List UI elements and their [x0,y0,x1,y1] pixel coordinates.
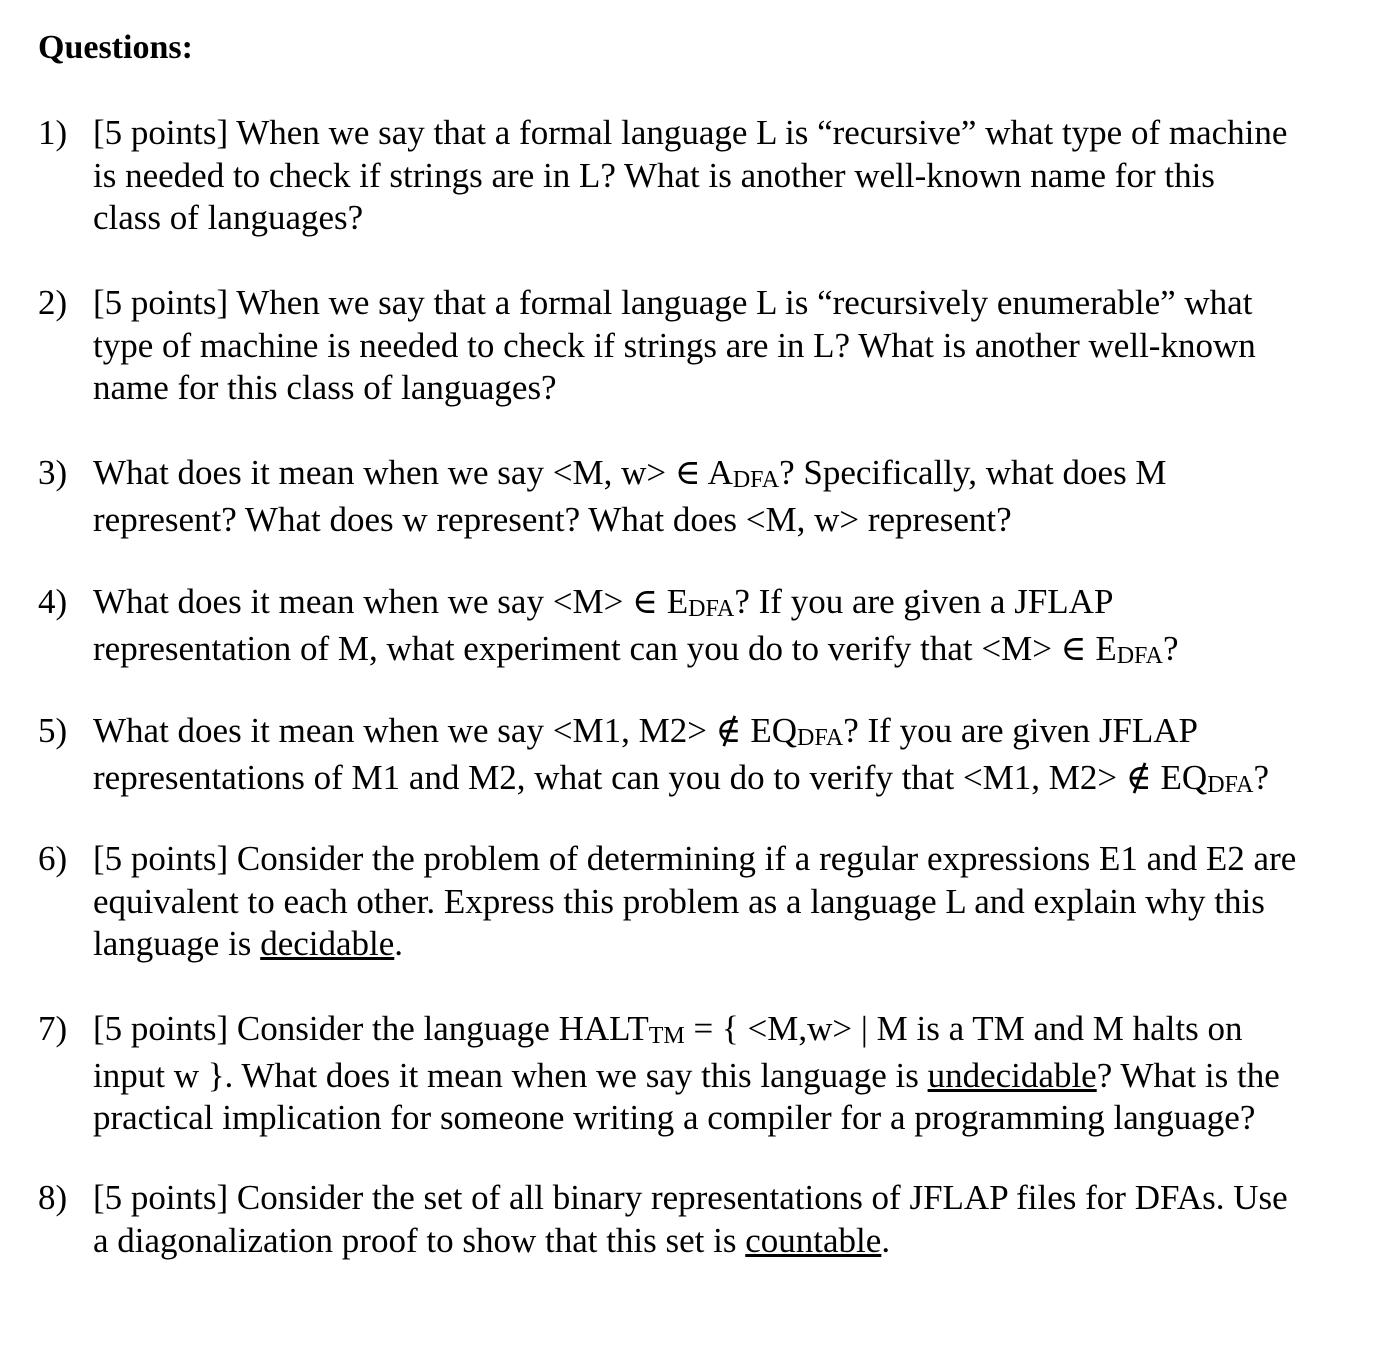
underlined-term: decidable [260,924,395,963]
question-line: name for this class of languages? [93,368,557,407]
question-line [93,1220,1378,1263]
question-line [93,923,1378,966]
question-number: 1) [38,113,68,152]
text-segment: . [394,924,404,963]
text-segment: = { <M,w> | M is a TM and M halts on [684,1009,1243,1048]
text-segment: What does it mean when we say <M1, M2> ∉ EQ [93,711,797,750]
question-7 [38,1008,1378,1140]
question-text [93,452,1378,541]
question-number: 3) [38,453,68,492]
text-segment: a diagonalization proof to show that this set is [93,1220,746,1260]
text-segment: ? What is the [1096,1055,1280,1095]
text-segment: representations of M1 and M2, what can you do to verify that <M1, M2> ∉ EQ [93,757,1208,797]
question-line: [5 points] When we say that a formal language L is “recursively enumerable” what [93,283,1253,322]
question-text [93,1177,1378,1262]
text-segment: ? If you are given JFLAP [843,711,1199,750]
question-line [93,452,1378,499]
question-number: 4) [38,582,68,621]
subscript: TM [648,1023,685,1049]
question-line [93,1008,1378,1055]
question-line [93,1055,1378,1098]
text-segment: input w }. What does it mean when we say this language is [93,1055,928,1095]
question-3 [38,452,1378,541]
question-line: class of languages? [93,198,364,237]
subscript: DFA [1116,642,1163,669]
question-8 [38,1177,1378,1262]
subscript: DFA [732,467,780,493]
question-number: 6) [38,839,68,878]
question-number: 7) [38,1009,68,1048]
text-segment: ? If you are given a JFLAP [734,582,1114,621]
question-line [93,628,1378,675]
question-4 [38,581,1378,674]
question-text [93,1008,1378,1140]
text-segment: . [881,1220,891,1260]
question-line [93,757,1378,804]
text-segment: representation of M, what experiment can you do to verify that <M> ∈ E [93,628,1117,668]
question-line: [5 points] Consider the set of all binary representations of JFLAP files for DFAs. Use [93,1178,1288,1217]
question-line: equivalent to each other. Express this problem as a language L and explain why this [93,881,1265,921]
text-segment: What does it mean when we say <M, w> ∈ A [93,453,733,492]
question-number: 5) [38,711,68,750]
question-number: 2) [38,283,68,322]
subscript: DFA [1207,771,1254,798]
text-segment: What does it mean when we say <M> ∈ E [93,582,689,621]
question-line: [5 points] When we say that a formal language L is “recursive” what type of machine [93,113,1288,152]
text-segment: language is [93,924,261,963]
question-text [93,112,1378,240]
question-line [93,581,1378,628]
text-segment: ? Specifically, what does M [779,453,1167,492]
text-segment: ? [1162,628,1179,668]
question-2 [38,282,1378,410]
question-line: represent? What does w represent? What does <M, w> represent? [93,499,1012,539]
question-text [93,710,1378,803]
question-1 [38,112,1378,240]
question-line: practical implication for someone writing a compiler for a programming language? [93,1098,1256,1137]
question-6 [38,838,1378,966]
subscript: DFA [797,725,844,751]
question-line: [5 points] Consider the problem of determining if a regular expressions E1 and E2 are [93,839,1297,878]
question-line: is needed to check if strings are in L? What is another well-known name for this [93,155,1215,195]
question-text [93,581,1378,674]
subscript: DFA [688,596,735,622]
question-text [93,282,1378,410]
text-segment: [5 points] Consider the language HALT [93,1009,649,1048]
underlined-term: countable [745,1220,882,1260]
question-text [93,838,1378,966]
question-5 [38,710,1378,803]
question-number: 8) [38,1178,68,1217]
page-heading: Questions: [38,29,193,66]
question-line: type of machine is needed to check if strings are in L? What is another well-known [93,325,1256,365]
question-line [93,710,1378,757]
underlined-term: undecidable [927,1055,1097,1095]
text-segment: ? [1253,757,1269,797]
